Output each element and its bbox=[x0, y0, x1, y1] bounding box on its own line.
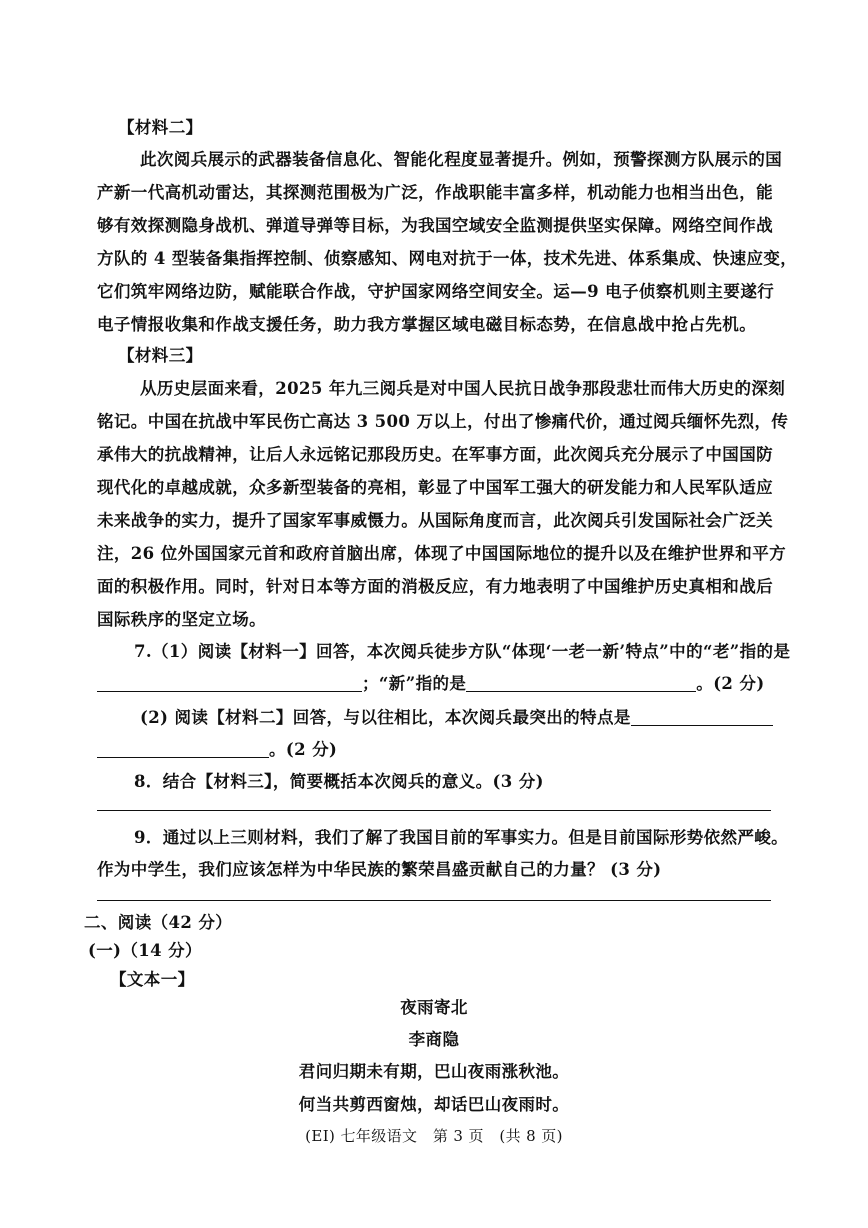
material-2-line: 电子情报收集和作战支援任务，助力我方掌握区域电磁目标态势，在信息战中抢占先机。 bbox=[97, 315, 757, 334]
question-9-line-2: 作为中学生，我们应该怎样为中华民族的繁荣昌盛贡献自己的力量？ (3 分) bbox=[97, 860, 662, 879]
text-1-label: 【文本一】 bbox=[110, 970, 195, 989]
answer-blank-old[interactable] bbox=[97, 675, 362, 692]
question-7-new-label: ；“新”指的是 bbox=[362, 674, 467, 693]
material-2-line: 此次阅兵展示的武器装备信息化、智能化程度显著提升。例如，预警探测方队展示的国 bbox=[140, 150, 783, 169]
material-3-line: 面的积极作用。同时，针对日本等方面的消极反应，有力地表明了中国维护历史真相和战后 bbox=[97, 577, 773, 596]
material-3-line: 承伟大的抗战精神，让后人永远铭记那段历史。在军事方面，此次阅兵充分展示了中国国防 bbox=[97, 445, 773, 464]
answer-blank-feature-b[interactable] bbox=[97, 741, 269, 758]
material-3-line: 国际秩序的坚定立场。 bbox=[97, 610, 266, 629]
question-8: 8．结合【材料三】，简要概括本次阅兵的意义。(3 分) bbox=[134, 772, 544, 791]
question-9-line-1: 9．通过以上三则材料，我们了解了我国目前的军事实力。但是目前国际形势依然严峻。 bbox=[134, 828, 789, 847]
poem-line-1: 君问归期未有期，巴山夜雨涨秋池。 bbox=[298, 1062, 570, 1081]
question-7-part-1: 7.（1）阅读【材料一】回答，本次阅兵徒步方队“体现‘一老一新’特点”中的“老”指的是 bbox=[134, 642, 791, 661]
question-7-part-2-line bbox=[140, 708, 771, 728]
material-2-line: 够有效探测隐身战机、弹道导弹等目标，为我国空域安全监测提供坚实保障。网络空间作战 bbox=[97, 216, 773, 235]
question-8-answer-line[interactable] bbox=[97, 810, 771, 811]
material-2-line: 方队的 4 型装备集指挥控制、侦察感知、网电对抗于一体，技术先进、体系集成、快速应变， bbox=[97, 249, 798, 268]
material-2-line: 它们筑牢网络边防，赋能联合作战，守护国家网络空间安全。运—9 电子侦察机则主要遂行 bbox=[97, 282, 775, 301]
question-7-score: 。(2 分) bbox=[696, 674, 765, 693]
question-7-part-2-score: 。(2 分) bbox=[269, 740, 338, 759]
poem-title: 夜雨寄北 bbox=[400, 998, 468, 1017]
material-2-line: 产新一代高机动雷达，其探测范围极为广泛，作战职能丰富多样，机动能力也相当出色，能 bbox=[97, 183, 773, 202]
material-3-line: 未来战争的实力，提升了国家军事威慑力。从国际角度而言，此次阅兵引发国际社会广泛关 bbox=[97, 511, 773, 530]
answer-blank-new[interactable] bbox=[466, 675, 696, 692]
question-7-part-2-answer-line bbox=[97, 740, 771, 760]
material-3-heading: 【材料三】 bbox=[118, 346, 203, 365]
poem-line-2: 何当共剪西窗烛，却话巴山夜雨时。 bbox=[298, 1095, 570, 1114]
material-3-line: 现代化的卓越成就，众多新型装备的亮相，彰显了中国军工强大的研发能力和人民军队适应 bbox=[97, 478, 773, 497]
question-9-answer-line[interactable] bbox=[97, 900, 771, 901]
question-7-part-1-answer-line bbox=[97, 674, 771, 694]
question-7-part-2: (2) 阅读【材料二】回答，与以往相比，本次阅兵最突出的特点是 bbox=[140, 708, 631, 727]
section-2-title: 二、阅读（42 分） bbox=[84, 913, 233, 932]
material-2-heading: 【材料二】 bbox=[118, 118, 203, 137]
page-footer: (EI) 七年级语文 第 3 页 (共 8 页) bbox=[305, 1127, 563, 1145]
material-3-line: 注，26 位外国国家元首和政府首脑出席，体现了中国国际地位的提升以及在维护世界和平方 bbox=[97, 544, 787, 563]
material-3-line: 从历史层面来看，2025 年九三阅兵是对中国人民抗日战争那段悲壮而伟大历史的深刻 bbox=[140, 379, 786, 398]
section-2-subtitle: (一)（14 分） bbox=[88, 941, 202, 960]
material-3-line: 铭记。中国在抗战中军民伤亡高达 3 500 万以上，付出了惨痛代价，通过阅兵缅怀先烈，传 bbox=[97, 412, 789, 431]
poem-author: 李商隐 bbox=[408, 1030, 460, 1049]
answer-blank-feature-a[interactable] bbox=[631, 709, 773, 726]
